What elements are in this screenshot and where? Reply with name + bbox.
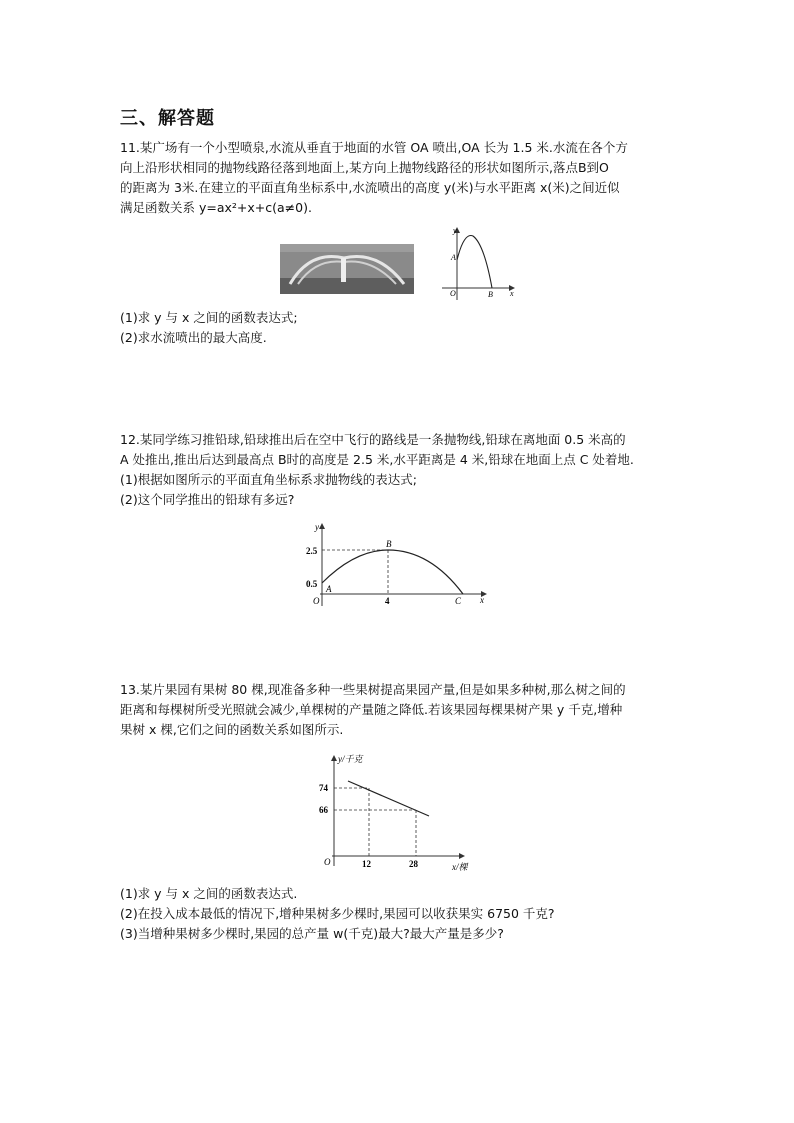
q11-statement	[120, 138, 680, 218]
q13-parts	[120, 884, 680, 944]
q11-line-3: 的距离为 3米.在建立的平面直角坐标系中,水流喷出的高度 y(米)与水平距离 x(米)之间近似	[120, 180, 620, 195]
q12-line-1: 12.某同学练习推铅球,铅球推出后在空中飞行的路线是一条抛物线,铅球在离地面 0.5 米高的	[120, 432, 626, 447]
section-title: 三、解答题	[120, 108, 215, 129]
q11-origin-label: O	[450, 289, 456, 298]
q13-line-graph	[348, 781, 429, 816]
q11-part-2: (2)求水流喷出的最大高度.	[120, 330, 267, 345]
q13-part-2: (2)在投入成本最低的情况下,增种果树多少棵时,果园可以收获果实 6750 千克?	[120, 906, 555, 921]
q12-y-label: y	[315, 522, 319, 532]
q11-y-label: y	[453, 226, 457, 235]
q11-x-label: x	[510, 289, 514, 298]
fountain-photo	[280, 244, 414, 294]
q12-parabola	[322, 550, 463, 594]
q11-line-2: 向上沿形状相同的抛物线路径落到地面上,某方向上抛物线路径的形状如图所示,落点B到O	[120, 160, 609, 175]
q13-part-3: (3)当增种果树多少棵时,果园的总产量 w(千克)最大?最大产量是多少?	[120, 926, 504, 941]
q12-graph	[300, 520, 495, 610]
q13-y-label: y/千克	[338, 754, 363, 764]
q12-origin-label: O	[313, 596, 320, 606]
q11-parts	[120, 308, 680, 348]
q11-part-1: (1)求 y 与 x 之间的函数表达式;	[120, 310, 298, 325]
q13-origin-label: O	[324, 857, 331, 867]
q13-part-1: (1)求 y 与 x 之间的函数表达式.	[120, 886, 298, 901]
q12-point-b-label: B	[386, 539, 392, 549]
q13-line-2: 距离和每棵树所受光照就会减少,单棵树的产量随之降低.若该果园每棵果树产果 y 千克,增种	[120, 702, 623, 717]
q12-y-tick-low: 0.5	[306, 579, 318, 589]
q13-statement	[120, 680, 680, 740]
q12-line-3: (1)根据如图所示的平面直角坐标系求抛物线的表达式;	[120, 472, 417, 487]
q13-x-tick-12: 12	[362, 859, 371, 869]
q11-point-b-label: B	[488, 290, 493, 299]
q11-point-a-label: A	[451, 253, 456, 262]
q11-parabola	[457, 236, 492, 289]
q12-line-2: A 处推出,推出后达到最高点 B时的高度是 2.5 米,水平距离是 4 米,铅球在地面上点 C 处着地.	[120, 452, 634, 467]
q11-line-1: 11.某广场有一个小型喷泉,水流从垂直于地面的水管 OA 喷出,OA 长为 1.5 米.水流在各个方	[120, 140, 628, 155]
q12-point-c-label: C	[455, 596, 462, 606]
q12-x-label: x	[480, 595, 484, 605]
q13-line-3: 果树 x 棵,它们之间的函数关系如图所示.	[120, 722, 344, 737]
q12-y-tick-high: 2.5	[306, 546, 318, 556]
q12-x-tick: 4	[385, 596, 390, 606]
q12-line-4: (2)这个同学推出的铅球有多远?	[120, 492, 295, 507]
q13-x-label: x/棵	[452, 862, 468, 872]
q11-graph	[440, 222, 520, 304]
q13-graph	[312, 752, 472, 877]
q13-x-tick-28: 28	[409, 859, 418, 869]
q13-y-tick-66: 66	[319, 805, 328, 815]
q12-statement	[120, 430, 680, 510]
q13-line-1: 13.某片果园有果树 80 棵,现准备多种一些果树提高果园产量,但是如果多种树,那么树之间的	[120, 682, 626, 697]
q11-line-4: 满足函数关系 y=ax²+x+c(a≠0).	[120, 200, 312, 215]
q13-y-tick-74: 74	[319, 783, 328, 793]
q12-point-a-label: A	[326, 584, 332, 594]
